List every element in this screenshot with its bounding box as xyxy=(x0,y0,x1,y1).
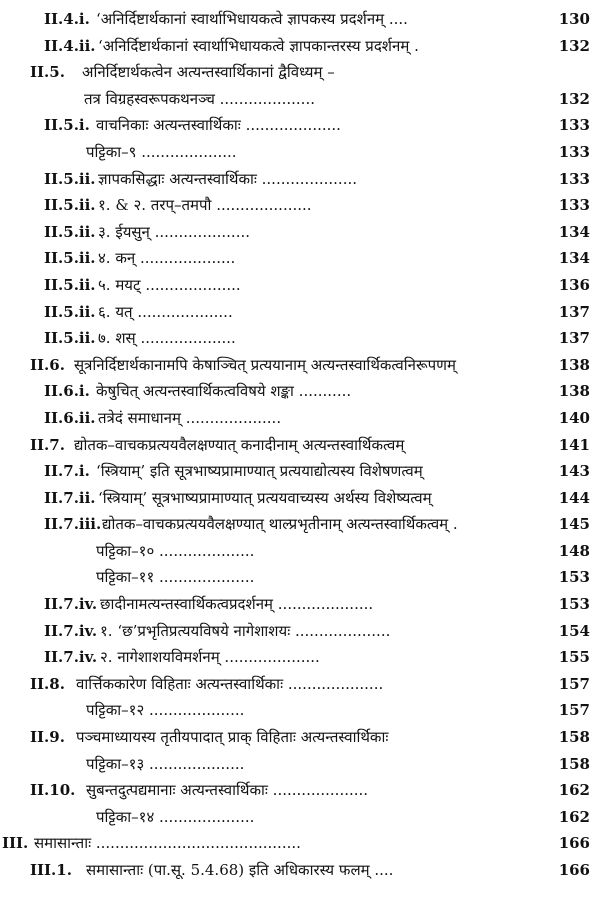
page-number: 157 xyxy=(558,701,590,720)
section-title: द्योतक–वाचकप्रत्ययवैलक्षण्यात् थाल्प्रभृतीनाम् अत्यन्तस्वार्थिकत्वम् . xyxy=(102,515,458,534)
toc-entry xyxy=(0,777,600,804)
page-number: 148 xyxy=(558,541,590,560)
section-title: पट्टिका–१३ .................... xyxy=(86,754,245,773)
toc-entry xyxy=(0,751,600,778)
page-number: 141 xyxy=(558,435,590,454)
section-title: पञ्चमाध्यायस्य तृतीयपादात् प्राक् विहिताः अत्यन्तस्वार्थिकाः xyxy=(76,728,389,747)
section-number: II.6.i. xyxy=(44,382,90,401)
section-title: ज्ञापकसिद्धाः अत्यन्तस्वार्थिकाः .................... xyxy=(98,169,358,188)
toc-entry xyxy=(0,86,600,113)
toc-entry xyxy=(0,6,600,33)
section-number: II.6. xyxy=(30,355,65,374)
section-title: छादीनामत्यन्तस्वार्थिकत्वप्रदर्शनम् .................... xyxy=(100,595,374,614)
section-number: II.4.i. xyxy=(44,10,90,28)
toc-entry xyxy=(0,618,600,645)
section-title: १. ‘छ’प्रभृतिप्रत्ययविषये नागेशाशयः .................... xyxy=(100,621,391,640)
toc-entry xyxy=(0,166,600,193)
page-number: 157 xyxy=(558,674,590,693)
toc-entry xyxy=(0,219,600,246)
toc-entry xyxy=(0,804,600,831)
toc-entry xyxy=(0,245,600,272)
section-title: समासान्ताः ........................................... xyxy=(34,834,301,853)
toc-entry xyxy=(0,564,600,591)
page-number: 166 xyxy=(558,861,590,879)
section-title: सूत्रनिर्दिष्टार्थकानामपि केषाञ्चित् प्रत्ययानाम् अत्यन्तस्वार्थिकत्वनिरूपणम् xyxy=(74,355,456,374)
page-number: 138 xyxy=(558,355,590,374)
section-title: २. नागेशाशयविमर्शनम् .................... xyxy=(100,648,320,667)
section-number: II.5.ii. xyxy=(44,302,96,321)
section-number: II.4.ii. xyxy=(44,36,96,55)
section-title: ‘स्त्रियाम्’ इति सूत्रभाष्यप्रामाण्यात् प्रत्ययाद्योत्यस्य विशेषणत्वम् xyxy=(96,462,423,481)
page-number: 154 xyxy=(558,621,590,640)
section-title: अनिर्दिष्टार्थकत्वेन अत्यन्तस्वार्थिकानां द्वैविध्यम् – xyxy=(82,63,335,82)
section-number: II.8. xyxy=(30,674,65,693)
page-number: 133 xyxy=(558,116,590,135)
page-number: 134 xyxy=(558,222,590,241)
section-number: II.5. xyxy=(30,63,65,82)
page-number: 140 xyxy=(558,408,590,427)
toc-entry xyxy=(0,511,600,538)
section-number: II.5.ii. xyxy=(44,249,96,268)
toc-entry xyxy=(0,830,600,857)
section-number: II.7.iv. xyxy=(44,595,98,614)
section-title: पट्टिका–१४ .................... xyxy=(96,807,255,826)
page-number: 137 xyxy=(558,329,590,348)
section-number: II.7.ii. xyxy=(44,488,96,507)
toc-entry xyxy=(0,644,600,671)
page-number: 136 xyxy=(558,275,590,294)
section-number: II.5.ii. xyxy=(44,169,96,188)
toc-entry xyxy=(0,671,600,698)
page-number: 166 xyxy=(558,834,590,853)
toc-entry xyxy=(0,59,600,86)
toc-entry xyxy=(0,405,600,432)
section-number: II.7.i. xyxy=(44,462,90,481)
section-number: III.1. xyxy=(30,861,72,879)
toc-entry xyxy=(0,432,600,459)
page-number: 137 xyxy=(558,302,590,321)
page-number: 133 xyxy=(558,169,590,188)
section-title: समासान्ताः (पा.सू. 5.4.68) इति अधिकारस्य फलम् .... xyxy=(86,861,394,879)
toc-entry xyxy=(0,724,600,751)
toc-entry xyxy=(0,857,600,884)
section-number: II.7. xyxy=(30,435,65,454)
page-number: 153 xyxy=(558,595,590,614)
toc-entry xyxy=(0,352,600,379)
section-title: पट्टिका–९ .................... xyxy=(86,142,237,161)
toc-entry xyxy=(0,112,600,139)
toc-entry xyxy=(0,485,600,512)
page-number: 155 xyxy=(558,648,590,667)
section-title: पट्टिका–१० .................... xyxy=(96,541,255,560)
toc-entry xyxy=(0,192,600,219)
toc-entry xyxy=(0,378,600,405)
section-title: ‘अनिर्दिष्टार्थकानां स्वार्थाभिधायकत्वे ज्ञापकस्य प्रदर्शनम् .... xyxy=(96,10,408,28)
page-number: 143 xyxy=(558,462,590,481)
section-number: III. xyxy=(2,834,29,853)
section-number: II.5.i. xyxy=(44,116,90,135)
page-number: 158 xyxy=(558,754,590,773)
page-number: 132 xyxy=(558,36,590,55)
page-number: 162 xyxy=(558,807,590,826)
section-number: II.7.iii. xyxy=(44,515,102,534)
toc-entry xyxy=(0,538,600,565)
section-number: II.10. xyxy=(30,781,76,800)
toc-entry xyxy=(0,697,600,724)
section-title: ५. मयट् .................... xyxy=(98,275,241,294)
page-number: 162 xyxy=(558,781,590,800)
toc-entry xyxy=(0,458,600,485)
page-number: 158 xyxy=(558,728,590,747)
section-title: ‘अनिर्दिष्टार्थकानां स्वार्थाभिधायकत्वे ज्ञापकान्तरस्य प्रदर्शनम् . xyxy=(98,36,419,55)
section-title: वार्त्तिककारेण विहिताः अत्यन्तस्वार्थिकाः .................... xyxy=(76,674,384,693)
page-number: 130 xyxy=(558,10,590,28)
section-title: तत्रेदं समाधानम् .................... xyxy=(98,408,282,427)
section-number: II.7.iv. xyxy=(44,621,98,640)
section-number: II.9. xyxy=(30,728,65,747)
page-number: 132 xyxy=(558,89,590,108)
section-title: सुबन्तदुत्पद्यमानाः अत्यन्तस्वार्थिकाः .................... xyxy=(86,781,369,800)
section-title: ४. कन् .................... xyxy=(98,249,236,268)
toc-entry xyxy=(0,33,600,60)
page-number: 144 xyxy=(558,488,590,507)
toc-entry xyxy=(0,325,600,352)
section-title: ७. शस् .................... xyxy=(98,329,236,348)
section-number: II.5.ii. xyxy=(44,222,96,241)
section-title: केषुचित् अत्यन्तस्वार्थिकत्वविषये शङ्का ........... xyxy=(96,382,352,401)
toc-entry xyxy=(0,272,600,299)
section-title: ६. यत् .................... xyxy=(98,302,233,321)
section-title: पट्टिका–११ .................... xyxy=(96,568,255,587)
page-number: 133 xyxy=(558,196,590,215)
table-of-contents xyxy=(0,6,600,884)
page-number: 134 xyxy=(558,249,590,268)
section-title: १. & २. तरप्–तमपौ .................... xyxy=(98,196,312,215)
section-number: II.5.ii. xyxy=(44,275,96,294)
section-number: II.5.ii. xyxy=(44,196,96,215)
section-title: द्योतक–वाचकप्रत्ययवैलक्षण्यात् कनादीनाम् अत्यन्तस्वार्थिकत्वम् xyxy=(74,435,405,454)
page-number: 133 xyxy=(558,142,590,161)
section-number: II.5.ii. xyxy=(44,329,96,348)
page-number: 138 xyxy=(558,382,590,401)
page-number: 145 xyxy=(558,515,590,534)
section-title: ३. ईयसुन् .................... xyxy=(98,222,250,241)
toc-entry xyxy=(0,591,600,618)
section-title: ‘स्त्रियाम्’ सूत्रभाष्यप्रामाण्यात् प्रत्ययवाच्यस्य अर्थस्य विशेष्यत्वम् xyxy=(98,488,432,507)
section-title: पट्टिका–१२ .................... xyxy=(86,701,245,720)
page-number: 153 xyxy=(558,568,590,587)
section-number: II.6.ii. xyxy=(44,408,96,427)
toc-entry xyxy=(0,299,600,326)
section-title: तत्र विग्रहस्वरूपकथनञ्च .................... xyxy=(84,89,315,108)
section-title: वाचनिकाः अत्यन्तस्वार्थिकाः .................... xyxy=(96,116,341,135)
toc-entry xyxy=(0,139,600,166)
section-number: II.7.iv. xyxy=(44,648,98,667)
